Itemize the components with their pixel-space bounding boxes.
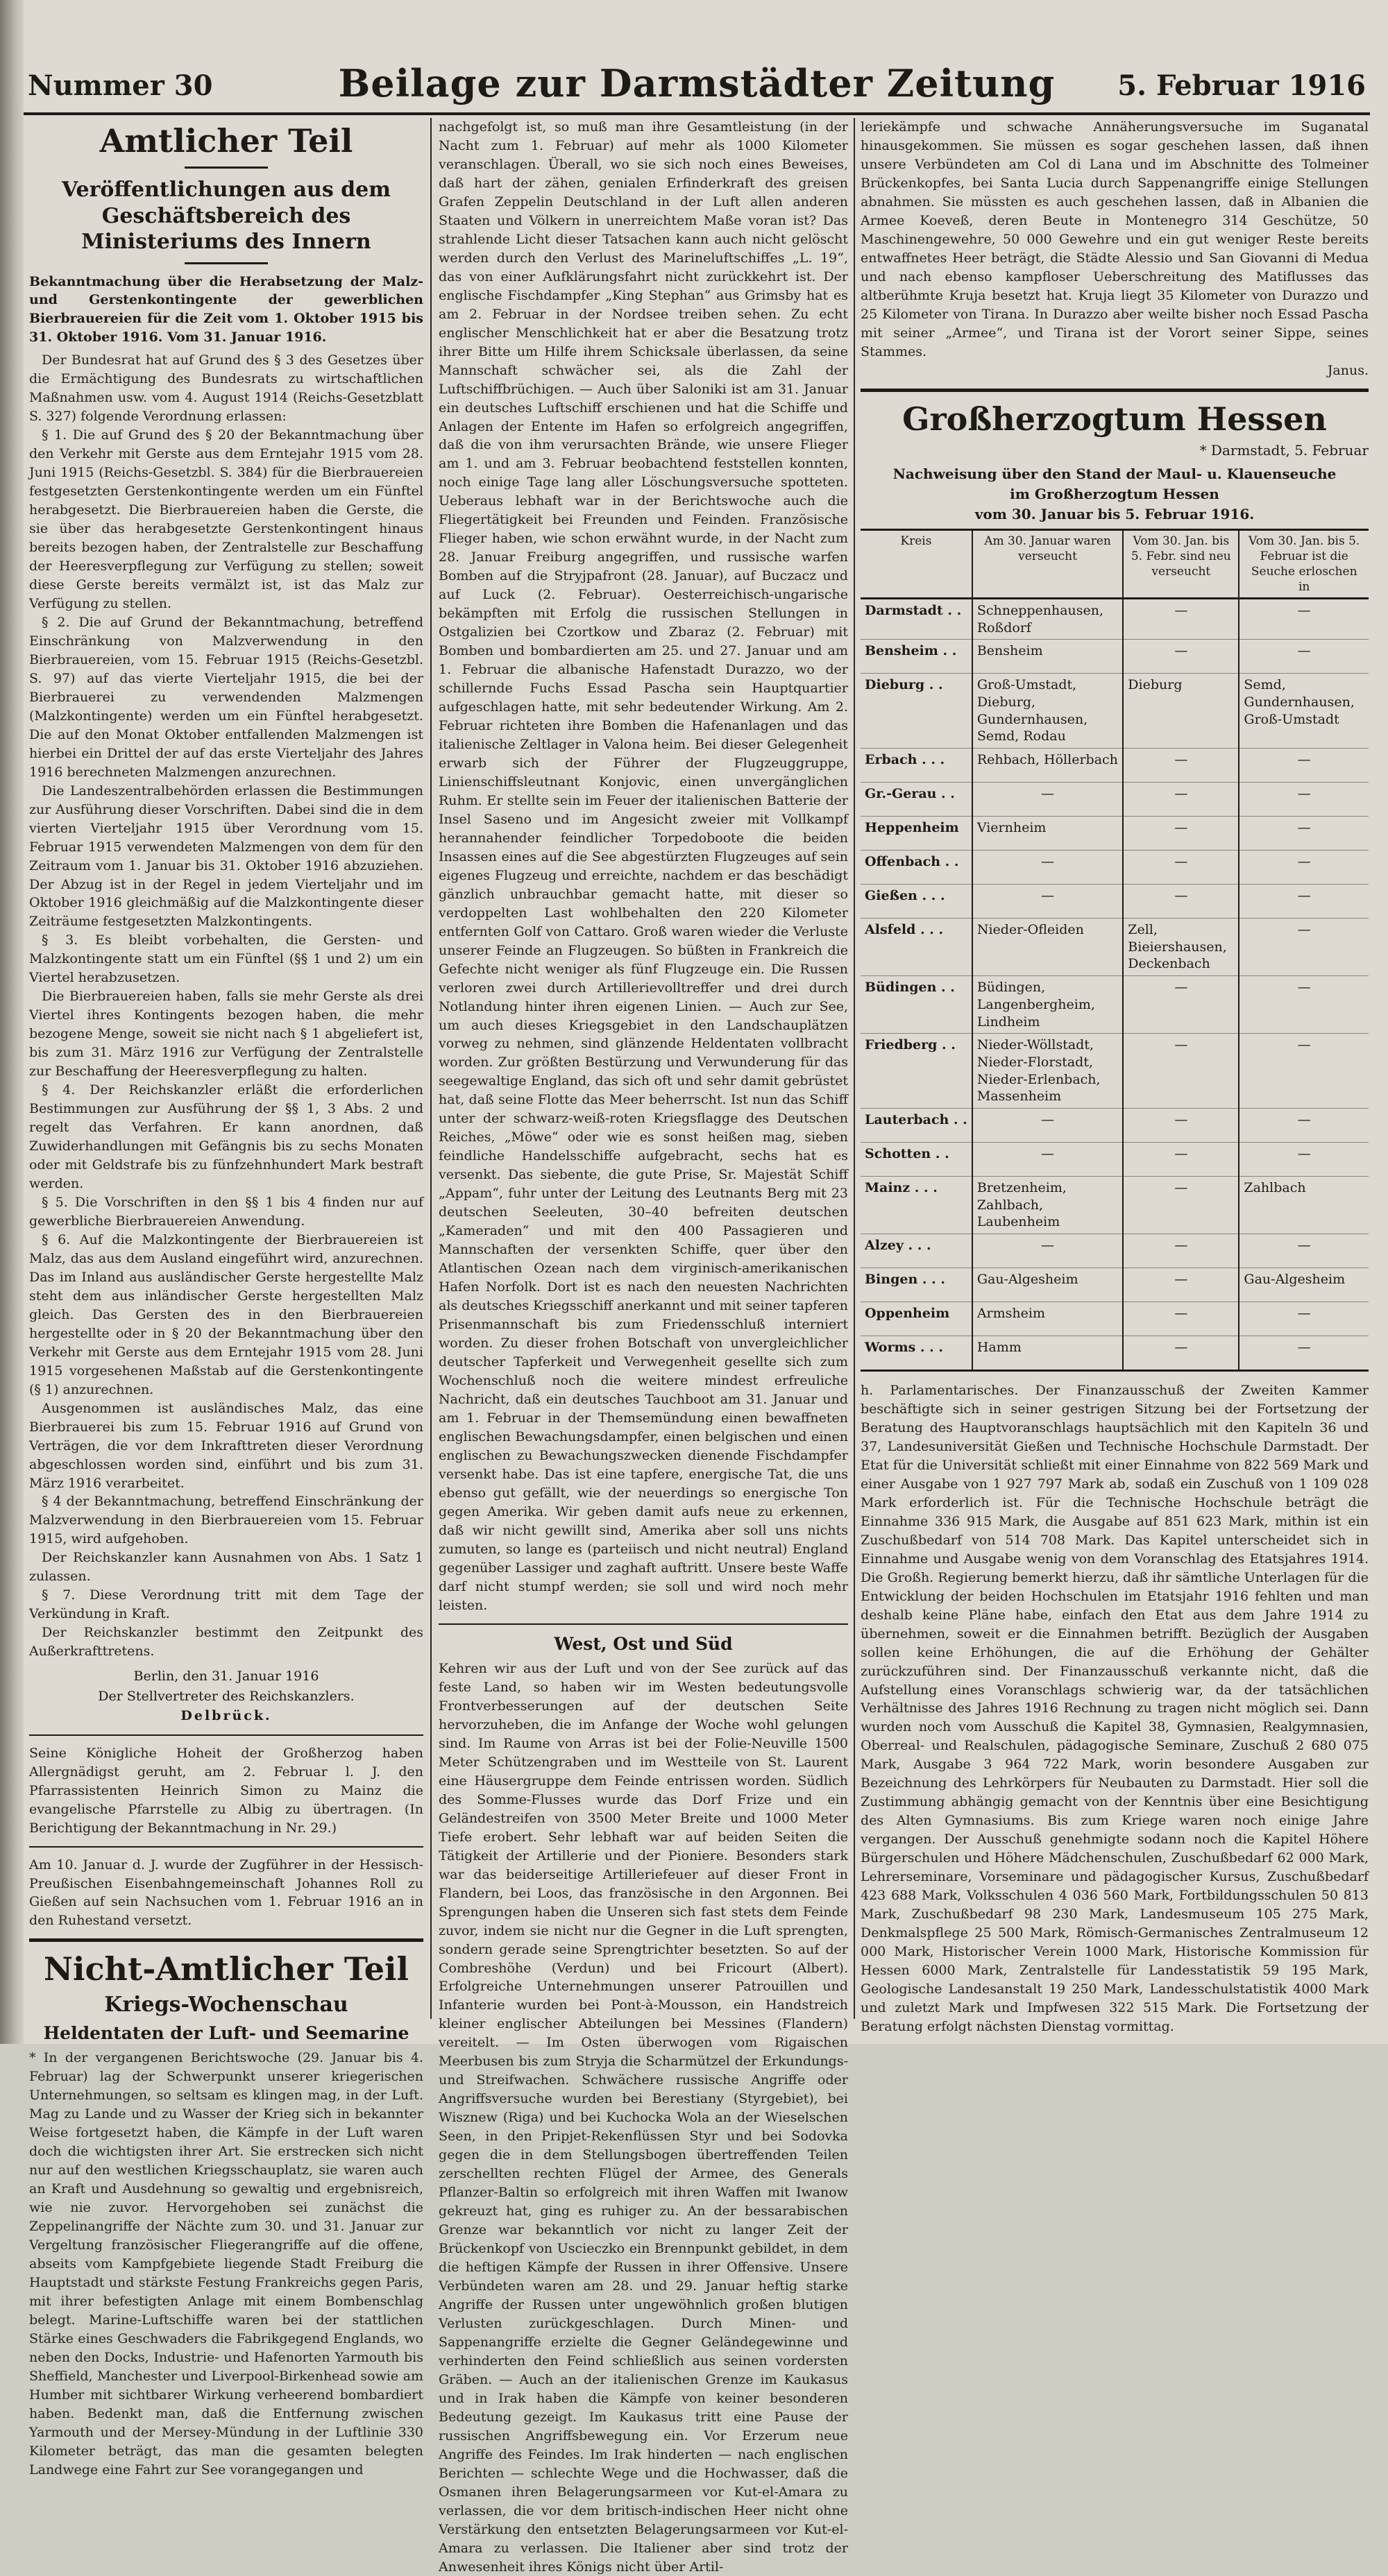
table-cell-kreis: Schotten . . — [861, 1142, 972, 1176]
table-row — [861, 1142, 1369, 1176]
table-cell-kreis: Mainz . . . — [861, 1176, 972, 1234]
table-cell: — — [1123, 1302, 1239, 1336]
table-cell: Viernheim — [972, 817, 1123, 851]
table-cell: Armsheim — [972, 1302, 1123, 1336]
table-row — [861, 1034, 1369, 1109]
decree-paragraph: Ausgenommen ist ausländisches Malz, das eine Bierbrauerei bis zum 15. Februar 1916 auf Grund von Verträgen, die vor dem Inkrafttreten dieser Verordnung abgeschlossen worden sind, einführt und bis zum 31. März 1916 verarbeitet. — [29, 1400, 423, 1491]
table-cell: — — [1239, 885, 1369, 919]
table-cell: — — [1123, 1336, 1239, 1371]
table-cell: — — [1123, 598, 1239, 639]
newspaper-title: Beilage zur Darmstädter Zeitung — [338, 61, 1056, 105]
table-cell: — — [1239, 1142, 1369, 1176]
decree-paragraph: § 6. Auf die Malzkontingente der Bierbrauereien ist Malz, das aus dem Ausland eingeführt wird, anzurechnen. Das im Inland aus ausländischer Gerste hergestellte Malz steht dem aus inländischer Gerste hergestellten Malz gleich. Das Gersten des in den Bierbrauereien hergestellte oder in § 20 der Bekanntmachung über den Verkehr mit Gerste aus dem Erntejahr 1915 vom 28. Juni 1915 vorgesehenen Maßstab auf die Gerstenkontingente (§ 1) anzurechnen. — [29, 1231, 423, 1397]
table-cell: — — [1239, 1034, 1369, 1109]
table-cell-kreis: Erbach . . . — [861, 749, 972, 783]
table-cell: — — [1123, 817, 1239, 851]
decree-title: Bekanntmachung über die Herabsetzung der Malz- und Gerstenkontingente der gewerblichen Bierbrauereien für die Zeit vom 1. Oktober 1915 bis 31. Oktober 1916. Vom 31. Januar 1916. — [29, 273, 423, 346]
divider — [29, 1846, 423, 1848]
divider — [861, 389, 1369, 392]
table-cell: — — [1123, 885, 1239, 919]
decree-paragraph: Die Bierbrauereien haben, falls sie mehr Gerste als drei Viertel ihres Kontingents bezogen haben, die mehr bezogene Menge, soweit sie nicht nach § 1 abgeliefert ist, bis zum 31. März 1916 zur Verfügung der Zentralstelle zur Beschaffung der Heeresverpflegung zu halten. — [29, 989, 423, 1080]
table-cell: — — [1239, 817, 1369, 851]
table-row — [861, 1336, 1369, 1371]
table-cell: — — [1123, 851, 1239, 885]
albania-report-text: leriekämpfe und schwache Annäherungsversuche im Suganatal hinausgekommen. Sie müssen es sogar geschehen lassen, daß ihnen unsere Verbündeten am Col di Lana und im Abschnitte des Tolmeiner Brückenkopfes, bei Santa Lucia durch Sappenangriffe einige Stellungen abnahmen. Sie müssten es auch geschehen lassen, daß in Albanien die Armee Koeveß, deren Beute in Montenegro 314 Geschütze, 50 Maschinengewehre, 50 000 Gewehre und ein gut weniger Reste bereits entwaffnetes Heer beträgt, die Städte Alessio und San Giovanni di Medua und nach ebenso kampfloser Ueberschreitung des Matiflusses das altberühmte Kruja besetzt hat. Kruja liegt 35 Kilometer von Durazzo und 25 Kilometer von Tirana. In Durazzo aber weilte bisher noch Essad Pascha mit seiner „Armee“, und Tirana ist der Vorort seiner Sippe, seines Stammes. — [861, 119, 1369, 359]
table-cell-kreis: Bensheim . . — [861, 640, 972, 674]
table-row — [861, 885, 1369, 919]
table-cell: Groß-Umstadt, Dieburg, Gundernhausen, Semd, Rodau — [972, 674, 1123, 749]
west-east-south-text: Kehren wir aus der Luft und von der See zurück auf das feste Land, so haben wir im Westen bedeutungsvolle Frontverbesserungen auf der deutschen Seite hervorzuheben, die im Anfange der Woche wohl gelungen sind. Im Raume von Arras ist bei der Folie-Neuville 1500 Meter Schützengraben und im Westteile von St. Laurent eine Häusergruppe dem Feinde entrissen worden. Südlich des Somme-Flusses wurde das Dorf Frize und ein Geländestreifen von 3500 Meter Breite und 1000 Meter Tiefe erobert. Sehr lebhaft war auf beiden Seiten die Tätigkeit der Artillerie und der Pioniere. Besonders stark war das beiderseitige Artilleriefeuer auf dieser Front in Flandern, bei Loos, das französische in den Argonnen. Bei Sprengungen haben die Unseren sich fast stets dem Feinde zuvor, indem sie nicht nur die Gegner in die Luft sprengten, sondern gerade seine Sprengtrichter besetzten. So auf der Combreshöhe (Verdun) und bei Fricourt (Albert). Erfolgreiche Unternehmungen unserer Patrouillen und Infanterie wurden bei Pont-à-Mousson, ein Handstreich kleiner englischer Abteilungen bei Messines (Flandern) vereitelt. — Im Osten überwogen vom Rigaischen Meerbusen bis zum Stryja die Scharmützel der Erkundungs- und Streifwachen. Schwächere russische Angriffe oder Angriffsversuche wurden bei Berestiany (Styrgebiet), bei Wisznew (Riga) und bei Kuchocka Wola an der Wieselschen Seen, in den Pripjet-Rekenflüssen Styr und bei Sodovka gegen die in dem Stellungsbogen übertreffenden Teilen zerschellten rechten Flügel der Armee, des Generals Pflanzer-Baltin so erfolgreich mit ihren Waffen mit Iwanow gekreuzt hat, ging es ruhiger zu. An der bessarabischen Grenze war bekanntlich vor nicht zu langer Zeit der Brückenkopf von Uscieczko ein Brennpunkt gebildet, in dem die heftigen Kämpfe der Russen in ihrer Offensive. Unsere Verbündeten waren am 28. und 29. Januar heftig starke Angriffe der Russen unter ungewöhnlich großen blutigen Verlusten zurückgeschlagen. Durch Minen- und Sappenangriffe erzielte die Gegner Geländegewinne und verhinderten den Feind schließlich aus seinen vordersten Gräben. — Auch an der italienischen Grenze im Kaukasus und in Irak haben die Kämpfe von keiner besonderen Bedeutung gezeigt. Im Kaukasus tritt eine Pause der russischen Angriffsbewegung ein. Vor Erzerum neue Angriffe des Feindes. Im Irak hinderten — nach englischen Berichten — schlechte Wege und die Hochwasser, daß die Osmanen ihren Belagerungsarmeen vor Kut-el-Amara zu verlassen, die vor dem britisch-indischen Heer nicht ohne Verstärkung den entsetzten Belagerungsarmeen vor Kut-el-Amara zu verlassen. Die Italiener aber sind trotz der Anwesenheit ihres Königs nicht über Artil- — [439, 1661, 848, 2575]
decree-paragraph: § 1. Die auf Grund des § 20 der Bekanntmachung über den Verkehr mit Gerste aus dem Erntejahr 1915 vom 28. Juni 1915 (Reichs-Gesetzbl. S. 384) für die Bierbrauereien festgesetzten Gerstenkontingente werden um ein Fünftel herabgesetzt. Die Bierbrauereien haben die Gerste, die sie über das herabgesetzte Gerstenkontingent hinaus bereits bezogen haben, der Zentralstelle zur Beschaffung der Heeresverpflegung zur Verfügung zu stellen; soweit diese Gerste bereits vermälzt ist, ist das Malz zur Verfügung zu stellen. — [29, 427, 423, 611]
table-row — [861, 640, 1369, 674]
table-cell-kreis: Lauterbach . . — [861, 1108, 972, 1142]
table-cell: — — [1123, 783, 1239, 817]
table-header-cell: Vom 30. Jan. bis 5. Februar ist die Seuche erloschen in — [1239, 529, 1369, 598]
column-1 — [29, 118, 423, 2477]
weekly-review-title: Kriegs-Wochenschau — [104, 1993, 348, 2018]
table-body — [861, 598, 1369, 1370]
column-rule — [854, 118, 855, 2019]
table-header-cell: Kreis — [861, 529, 972, 598]
table-cell: — — [1239, 851, 1369, 885]
table-row — [861, 598, 1369, 639]
table-cell: — — [1239, 598, 1369, 639]
table-cell-kreis: Bingen . . . — [861, 1268, 972, 1302]
table-cell-kreis: Darmstadt . . — [861, 598, 972, 639]
table-cell-kreis: Alsfeld . . . — [861, 919, 972, 976]
table-cell: Schneppenhausen, Roßdorf — [972, 598, 1123, 639]
table-cell: Hamm — [972, 1336, 1123, 1371]
table-cell: Büdingen, Langenbergheim, Lindheim — [972, 976, 1123, 1034]
signature-role: Der Stellvertreter des Reichskanzlers. — [98, 1688, 355, 1704]
weekly-review-text: * In der vergangenen Berichtswoche (29. Januar bis 4. Februar) lag der Schwerpunkt unserer kriegerischen Unternehmungen, so seltsam es klingen mag, in der Luft. Mag zu Lande und zu Wasser der Krieg sich in bekannter Weise fortgesetzt haben, die Kämpfe in der Luft waren doch die wichtigsten ihrer Art. Sie erstrecken sich nicht nur auf den westlichen Kriegsschauplatz, sie waren auch an Kraft und Ausdehnung so gewaltig und ergebnisreich, wie nie zuvor. Hervorgehoben sei zunächst die Zeppelinangriffe der Nächte zum 30. und 31. Januar zur Vergeltung französischer Fliegerangriffe auf die offene, abseits vom Kampfgebiete liegende Stadt Freiburg die Hauptstadt und stärkste Festung Frankreichs gegen Paris, mit ihrer befestigten Anlage mit einem Bombenschlag belegt. Marine-Luftschiffe waren bei der stattlichen Stärke eines Geschwaders die Fabrikgegend Englands, wo neben den Docks, Industrie- und Hafenorten Yarmouth bis Sheffield, Manchester und Liverpool-Birkenhead sowie am Humber mit sichtbarer Wirkung verheerend bombardiert haben. Bedenkt man, daß die Entfernung zwischen Yarmouth und der Mersey-Mündung in der Luftlinie 330 Kilometer beträgt, das man die gesamten belegten Landwege eine Fahrt zur See vorangegangen und — [29, 2050, 423, 2477]
column-rule — [430, 118, 432, 2019]
table-cell-kreis: Büdingen . . — [861, 976, 972, 1034]
table-cell: — — [972, 783, 1123, 817]
table-row — [861, 749, 1369, 783]
decree-paragraph: § 3. Es bleibt vorbehalten, die Gersten- und Malzkontingente statt um ein Fünftel (§§ 1 und 2) um ein Viertel herabzusetzen. — [29, 932, 423, 986]
table-cell: — — [972, 885, 1123, 919]
table-cell: — — [1239, 749, 1369, 783]
table-cell: — — [1123, 976, 1239, 1034]
table-row — [861, 976, 1369, 1034]
table-cell: — — [972, 1234, 1123, 1268]
table-cell: Rehbach, Höllerbach — [972, 749, 1123, 783]
decree-paragraph: Der Bundesrat hat auf Grund des § 3 des Gesetzes über die Ermächtigung des Bundesrats zu wirtschaftlichen Maßnahmen usw. vom 4. August 1914 (Reichs-Gesetzblatt S. 327) folgende Verordnung erlassen: — [29, 352, 423, 425]
decree-paragraph: Der Reichskanzler bestimmt den Zeitpunkt des Außerkrafttretens. — [29, 1625, 423, 1660]
table-cell: — — [1123, 1268, 1239, 1302]
table-header-cell: Vom 30. Jan. bis 5. Febr. sind neu verseucht — [1123, 529, 1239, 598]
decree-signature — [29, 1666, 423, 1726]
ministry-subhead: Veröffentlichungen aus dem Geschäftsbereich des Ministeriums des Innern — [61, 178, 391, 254]
decree-paragraph: § 2. Die auf Grund der Bekanntmachung, betreffend Einschränkung von Malzverwendung in den Bierbrauereien, vom 15. Februar 1915 (Reichs-Gesetzbl. S. 97) auf das vierte Vierteljahr 1915, die bei der Bierbrauerei zu verwendenden Malzmengen (Malzkontingente) werden um ein Fünftel herabgesetzt. Die auf den Monat Oktober entfallenden Malzmengen ist hierbei ein Drittel der auf das erste Vierteljahr des Jahres 1916 berechneten Malzmengen anzurechnen. — [29, 614, 423, 780]
binding-edge — [0, 0, 24, 2044]
table-cell-kreis: Gießen . . . — [861, 885, 972, 919]
table-cell: — — [1123, 1176, 1239, 1234]
table-cell: Gau-Algesheim — [972, 1268, 1123, 1302]
table-period: vom 30. Januar bis 5. Februar 1916. — [974, 505, 1255, 522]
table-header-row — [861, 529, 1369, 598]
author-signature: Janus. — [1327, 362, 1369, 378]
table-cell-kreis: Offenbach . . — [861, 851, 972, 885]
table-cell: — — [1239, 1234, 1369, 1268]
table-header-cell: Am 30. Januar waren verseucht — [972, 529, 1123, 598]
table-cell: — — [972, 1142, 1123, 1176]
table-row — [861, 1176, 1369, 1234]
table-cell: — — [1239, 640, 1369, 674]
decree-paragraph: § 4 der Bekanntmachung, betreffend Einschränkung der Malzverwendung in den Bierbrauereien vom 15. Februar 1915, wird aufgehoben. — [29, 1494, 423, 1547]
table-cell: Dieburg — [1123, 674, 1239, 749]
notice-retirement: Am 10. Januar d. J. wurde der Zugführer in der Hessisch-Preußischen Eisenbahngemeinschaft Johannes Roll zu Gießen auf sein Nachsuchen vom 1. Februar 1916 an in den Ruhestand versetzt. — [29, 1857, 423, 1929]
table-cell: — — [1239, 1336, 1369, 1371]
divider — [439, 1623, 848, 1625]
table-cell: — — [1123, 1142, 1239, 1176]
table-cell: — — [972, 851, 1123, 885]
issue-number: Nummer 30 — [28, 69, 213, 102]
divider — [29, 1938, 423, 1942]
table-cell: — — [1239, 1108, 1369, 1142]
table-cell: — — [1239, 919, 1369, 976]
signature-name: Delbrück. — [180, 1708, 272, 1724]
table-row — [861, 1234, 1369, 1268]
table-cell: — — [1239, 1302, 1369, 1336]
table-cell: — — [1123, 749, 1239, 783]
west-east-south-title: West, Ost und Süd — [554, 1633, 733, 1654]
decree-paragraph: § 7. Diese Verordnung tritt mit dem Tage der Verkündung in Kraft. — [29, 1587, 423, 1622]
table-row — [861, 674, 1369, 749]
decree-paragraph: Der Reichskanzler kann Ausnahmen von Abs. 1 Satz 1 zulassen. — [29, 1550, 423, 1585]
table-cell-kreis: Gr.-Gerau . . — [861, 783, 972, 817]
weekly-review-continued: nachgefolgt ist, so muß man ihre Gesamtleistung (in der Nacht zum 1. Februar) auf mehr als 1000 Kilometer veranschlagen. Überall, wo sie sich noch eines Beweises, daß hart der zähen, genialen Erfinderkraft des greisen Grafen Zeppelin Deutschland in der Luft allen anderen Staaten und Völkern in unerreichtem Maße voran ist? Das strahlende Licht dieser Tatsachen kann auch nicht gelöscht werden durch den Verlust des Marineluftschiffes „L. 19“, das von einer Aufklärungsfahrt nicht zurückkehrt ist. Der englische Fischdampfer „King Stephan“ aus Grimsby hat es am 2. Februar in der Nordsee treiben sehen. Zu echt englischer Menschlichkeit hat er aber die Besatzung trotz ihrer Bitte um Hilfe ihrem Schicksale überlassen, da seine Mannschaft schwächer sei, als die Zahl der Luftschiffbrüchigen. — Auch über Saloniki ist am 31. Januar ein deutsches Luftschiff erschienen und hat die Schiffe und Anlagen der Entente im Hafen so erfolgreich angegriffen, daß die von ihm verursachten Brände, wie unsere Flieger am 1. und am 3. Februar beobachtend feststellen konnten, noch einige Tage lang aller Löschungsversuche spotteten. Ueberaus lebhaft war in der Berichtswoche auch die Fliegertätigkeit bei Freunden und Feinden. Französische Flieger haben, wie schon erwähnt wurde, in der Nacht zum 28. Januar Freiburg angegriffen, und russische warfen Bomben auf die Stryjpafront (28. Januar), auf Buczacz und auf Luck (2. Februar). Oesterreichisch-ungarische bekämpften mit Erfolg die russischen Stellungen in Ostgalizien bei Czortkow und Zbaraz (2. Februar) mit Bomben und bombardierten am 25. und 27. Januar und am 1. Februar die albanische Hafenstadt Durazzo, wo der schillernde Fuchs Essad Pascha sein Hauptquartier aufgeschlagen hatte, mit sehr bedeutender Wirkung. Am 2. Februar richteten ihre Bomben die Hafenanlagen und das italienische Zeltlager in Valona heim. Bei dieser Gelegenheit erwarb sich der Führer der Flugzeuggruppe, Linienschiffsleutnant Konjovic, einen unvergänglichen Ruhm. Er stellte sein im Feuer der italienischen Batterie der Insel Saseno und im Angesicht zweier mit Vollkampf herannahender feindlicher Torpedoboote die beiden Insassen eines auf die See abgestürzten Flugzeuges auf sein eigenes Flugzeug und erreichte, nachdem er das beschädigt gänzlich unbrauchbar gemacht hatte, mit dieser so verdoppelten Last wohlbehalten den 220 Kilometer entfernten Golf von Cattaro. Groß waren wieder die Verluste unserer Feinde an Flugzeugen. So büßten in Frankreich die Gefechte nicht weniger als fünf Flugzeuge ein. Die Russen verloren zwei durch Artillerievolltreffer und drei durch Notlandung hinter ihren eigenen Linien. — Auch zur See, um auch dieses Kriegsgebiet in den Landschauplätzen vorweg zu nehmen, sind glänzende Heldentaten vollbracht worden. Zur größten Bestürzung und Verwunderung für das seegewaltige England, das sich oft und sehr damit gebrüstet hat, daß seine Flotte das Meer beherrscht. Ist nun das Schiff unter der schwarz-weiß-roten Kriegsflagge des Deutschen Reiches, „Möwe“ oder wie es sonst heißen mag, sieben feindliche Handelsschiffe aufgebracht, sechs hat es versenkt. Das siebente, die gute Prise, Sr. Majestät Schiff „Appam“, fuhr unter der Leitung des Leutnants Berg mit 23 deutschen Seeleuten, 30–40 befreiten deutschen „Kameraden“ und mit den 400 Passagieren und Mannschaften der versenkten Schiffe, quer über den Atlantischen Ozean nach dem virginisch-amerikanischen Hafen Norfolk. Dort ist es nach den neuesten Nachrichten als deutsches Kriegsschiff anerkannt und mit seiner tapferen Prisenmannschaft bis zum Friedensschluß interniert worden. Zu dieser frohen Botschaft von unvergleichlicher deutscher Tapferkeit und Verwegenheit gesellte sich zum Wochenschluß noch die weitere mindest erfreuliche Nachricht, daß ein deutsches Tauchboot am 31. Januar und am 1. Februar in der Themsemündung einen bewaffneten englischen Bewachungsdampfer, einen belgischen und einen englischen zu Bewachungszwecken dienende Fischdampfer versenkt habe. Das ist eine tapfere, energische Tat, die uns ebenso gut gefällt, wie der neuerdings so energische Ton gegen Amerika. Wir geben damit aufs neue zu erkennen, daß wir nicht gewillt sind, Amerika aber soll uns nichts zumuten, so lange es (parteiisch und nicht neutral) England gegenüber Lassiger und zaghaft auftritt. Unsere beste Waffe darf nicht stumpf werden; sie soll und wird noch mehr leisten. — [439, 119, 848, 1613]
table-cell-kreis: Dieburg . . — [861, 674, 972, 749]
table-row — [861, 851, 1369, 885]
table-row — [861, 817, 1369, 851]
table-cell: — — [1123, 640, 1239, 674]
table-cell: — — [1123, 1234, 1239, 1268]
notice-appointment: Seine Königliche Hoheit der Großherzog haben Allergnädigst geruht, am 2. Februar l. J. den Pfarrassistenten Heinrich Simon zu Mainz die evangelische Pfarrstelle zu Albig zu übertragen. (In Berichtigung der Bekanntmachung in Nr. 29.) — [29, 1745, 423, 1836]
decree-paragraph: § 5. Die Vorschriften in den §§ 1 bis 4 finden nur auf gewerbliche Bierbrauereien Anwendung. — [29, 1194, 423, 1229]
masthead — [24, 57, 1370, 115]
table-cell-kreis: Worms . . . — [861, 1336, 972, 1371]
table-row — [861, 1268, 1369, 1302]
decree-paragraph: § 4. Der Reichskanzler erläßt die erforderlichen Bestimmungen zur Ausführung der §§ 1, 3 Abs. 2 und regelt das Verfahren. Er kann anordnen, daß Zuwiderhandlungen mit Gefängnis bis zu sechs Monaten oder mit Geldstrafe bis zu fünfzehnhundert Mark bestraft werden. — [29, 1082, 423, 1191]
weekly-review-subtitle: Heldentaten der Luft- und Seemarine — [43, 2022, 409, 2043]
issue-date: 5. Februar 1916 — [1117, 69, 1366, 102]
signature-place: Berlin, den 31. Januar 1916 — [133, 1669, 319, 1684]
table-cell-kreis: Oppenheim — [861, 1302, 972, 1336]
table-row — [861, 783, 1369, 817]
table-cell: Bretzenheim, Zahlbach, Laubenheim — [972, 1176, 1123, 1234]
column-3 — [861, 118, 1369, 2034]
table-cell: Zell, Bieiershausen, Deckenbach — [1123, 919, 1239, 976]
decree-body — [29, 351, 423, 1661]
table-cell: — — [1123, 1108, 1239, 1142]
table-cell: — — [972, 1108, 1123, 1142]
table-cell: — — [1239, 783, 1369, 817]
table-cell: Semd, Gundernhausen, Groß-Umstadt — [1239, 674, 1369, 749]
table-cell-kreis: Friedberg . . — [861, 1034, 972, 1109]
table-row — [861, 1108, 1369, 1142]
section-title-official: Amtlicher Teil — [99, 122, 353, 160]
parliament-report-text: h. Parlamentarisches. Der Finanzausschuß der Zweiten Kammer beschäftigte sich in seiner gestrigen Sitzung bei der Fortsetzung der Beratung des Hauptvoranschlags hauptsächlich mit den Kapiteln 36 und 37, Landesuniversität Gießen und Technische Hochschule Darmstadt. Der Etat für die Universität schließt mit einer Einnahme von 822 569 Mark und einer Ausgabe von 1 927 797 Mark ab, sodaß ein Zuschuß von 1 109 028 Mark erforderlich ist. Für die Technische Hochschule beträgt die Einnahme 336 915 Mark, die Ausgabe auf 851 623 Mark, mithin ist ein Zuschußbedarf von 514 708 Mark. Das Kapitel unterscheidet sich in Einnahme und Ausgabe wenig von dem Voranschlag des Etatsjahres 1914. Die Großh. Regierung bemerkt hierzu, daß ihr sämtliche Unterlagen für die Entwicklung der beiden Hochschulen im Etatsjahr 1916 fehlten und man deshalb keine Pläne habe, einfach den Etat aus dem Jahre 1914 zu übernehmen, soweit er die Einnahmen betrifft. Bezüglich der Ausgaben sollen keine Erhöhungen, die auf die Erhöhung der Gehälter zurückzuführen sind. Der Finanzausschuß verkannte nicht, daß die Aufstellung eines Voranschlags schwierig war, da der tatsächlichen Verhältnisse des Jahres 1916 Rechnung zu tragen nicht möglich sei. Dann wurden noch vom Ausschuß die Kapitel 38, Gymnasien, Realgymnasien, Oberreal- und Realschulen, pädagogische Seminare, Zuschuß 2 680 075 Mark, Ausgabe 3 964 722 Mark, worin besondere Ausgaben zur Bezeichnung des Lehrkörpers für Neubauten zu Darmstadt. Hier soll die Zustimmung abhängig gemacht von der Kenntnis über eine Besichtigung des Alten Gymnasiums. Bis zum Kriege waren noch einige Jahre vergangen. Der Ausschuß genehmigte sodann noch die Kapitel Höhere Bürgerschulen und Höhere Mädchenschulen, Zuschußbedarf 62 000 Mark, Lehrerseminare, Vorseminare und pädagogischer Kursus, Zuschußbedarf 423 688 Mark, Volksschulen 4 036 560 Mark, Fortbildungsschulen 50 813 Mark, Zuschußbedarf 98 230 Mark, Landesmuseum 105 275 Mark, Denkmalspflege 25 500 Mark, Römisch-Germanisches Zentralmuseum 12 000 Mark, Historischer Verein 1000 Mark, Historische Kommission für Hessen 6000 Mark, Zentralstelle für Landesstatistik 59 195 Mark, Geologische Landesanstalt 19 250 Mark, Landesschulstatistik 4000 Mark und zuletzt Mark und Impfwesen 322 515 Mark. Die Fortsetzung der Beratung erfolgt nächsten Dienstag vormittag. — [861, 1383, 1369, 2034]
hessen-dateline: * Darmstadt, 5. Februar — [1199, 441, 1369, 459]
table-cell: — — [1239, 976, 1369, 1034]
table-cell: Zahlbach — [1239, 1176, 1369, 1234]
decree-paragraph: Die Landeszentralbehörden erlassen die Bestimmungen zur Ausführung dieser Vorschriften. Dabei sind die in dem vierten Vierteljahr 1915 über Verordnung vom 15. Februar 1915 verwendeten Malzmengen von dem für den Zeitraum vom 1. Januar bis 31. Oktober 1916 abzuziehen. Der Abzug ist in der Regel in jedem Vierteljahr und im Oktober 1916 gleichmäßig auf die Malzkontingente dieser Zeiträume festgesetzten Malzkontingents. — [29, 783, 423, 930]
divider — [185, 167, 268, 169]
table-row — [861, 1302, 1369, 1336]
divider — [185, 262, 268, 264]
divider — [29, 1734, 423, 1736]
section-title-nonofficial: Nicht-Amtlicher Teil — [43, 1950, 409, 1988]
table-row — [861, 919, 1369, 976]
table-title-line2: im Großherzogtum Hessen — [1010, 485, 1219, 502]
table-cell-kreis: Alzey . . . — [861, 1234, 972, 1268]
table-cell: Bensheim — [972, 640, 1123, 674]
column-2 — [439, 118, 848, 2575]
hessen-section-title: Großherzogtum Hessen — [902, 400, 1327, 438]
table-cell-kreis: Heppenheim — [861, 817, 972, 851]
table-cell: Gau-Algesheim — [1239, 1268, 1369, 1302]
livestock-disease-table — [861, 529, 1369, 1372]
table-cell: Nieder-Wöllstadt, Nieder-Florstadt, Nieder-Erlenbach, Massenheim — [972, 1034, 1123, 1109]
table-cell: Nieder-Ofleiden — [972, 919, 1123, 976]
table-cell: — — [1123, 1034, 1239, 1109]
table-title-line1: Nachweisung über den Stand der Maul- u. Klauenseuche — [892, 465, 1337, 482]
